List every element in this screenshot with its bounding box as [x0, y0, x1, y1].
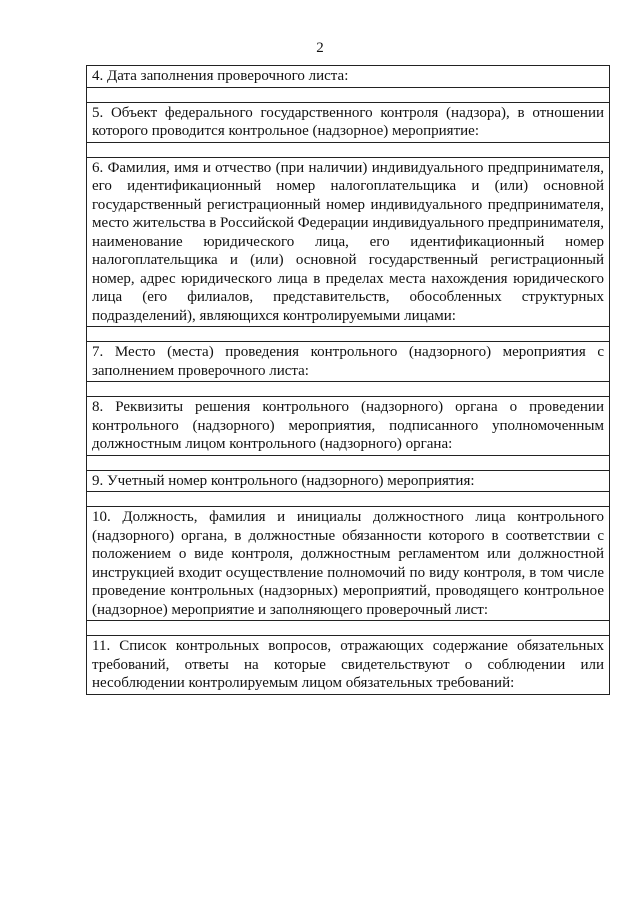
item-4-label: 4. Дата заполнения проверочного листа:	[87, 66, 610, 88]
form-row-item-7	[87, 342, 610, 382]
checklist-form-table	[86, 65, 610, 695]
form-row-item-11	[87, 636, 610, 695]
item-5-answer-row	[87, 142, 610, 157]
item-10-answer-field[interactable]	[87, 621, 610, 636]
item-4-answer-row	[87, 87, 610, 102]
item-10-label: 10. Должность, фамилия и инициалы должностного лица контрольного (надзорного) органа, в должностные обязанности которого в соответствии с положением о виде контроля, должностным регламентом или должностной инструкцией входит осуществление полномочий по виду контроля, в том числе проведение контрольных (надзорных) мероприятий, проводящего контрольное (надзорное) мероприятие и заполняющего проверочный лист:	[87, 507, 610, 621]
item-8-answer-row	[87, 455, 610, 470]
form-row-item-6	[87, 157, 610, 327]
item-7-answer-field[interactable]	[87, 382, 610, 397]
item-6-answer-field[interactable]	[87, 327, 610, 342]
form-row-item-4	[87, 66, 610, 88]
item-9-answer-row	[87, 492, 610, 507]
page-number: 2	[316, 40, 324, 56]
item-4-answer-field[interactable]	[87, 87, 610, 102]
item-7-label: 7. Место (места) проведения контрольного (надзорного) мероприятия с заполнением проверочного листа:	[87, 342, 610, 382]
item-11-label: 11. Список контрольных вопросов, отражающих содержание обязательных требований, ответы на которые свидетельствуют о соблюдении или несоблюдении контролируемым лицом обязательных требований:	[87, 636, 610, 695]
form-row-item-8	[87, 397, 610, 456]
item-8-answer-field[interactable]	[87, 455, 610, 470]
item-9-answer-field[interactable]	[87, 492, 610, 507]
item-10-answer-row	[87, 621, 610, 636]
item-6-answer-row	[87, 327, 610, 342]
form-row-item-5	[87, 102, 610, 142]
form-row-item-10	[87, 507, 610, 621]
item-8-label: 8. Реквизиты решения контрольного (надзорного) органа о проведении контрольного (надзорного) мероприятия, подписанного уполномоченным должностным лицом контрольного (надзорного) органа:	[87, 397, 610, 456]
item-7-answer-row	[87, 382, 610, 397]
item-6-label: 6. Фамилия, имя и отчество (при наличии) индивидуального предпринимателя, его идентификационный номер налогоплательщика и (или) основной государственный регистрационный номер индивидуального предпринимателя, место жительства в Российской Федерации индивидуального предпринимателя, наименование юридического лица, его идентификационный номер налогоплательщика и (или) основной государственный регистрационный номер, адрес юридического лица в пределах места нахождения юридического лица (его филиалов, представительств, обособленных структурных подразделений), являющихся контролируемыми лицами:	[87, 157, 610, 327]
form-row-item-9	[87, 470, 610, 492]
item-5-label: 5. Объект федерального государственного контроля (надзора), в отношении которого проводится контрольное (надзорное) мероприятие:	[87, 102, 610, 142]
item-9-label: 9. Учетный номер контрольного (надзорного) мероприятия:	[87, 470, 610, 492]
item-5-answer-field[interactable]	[87, 142, 610, 157]
